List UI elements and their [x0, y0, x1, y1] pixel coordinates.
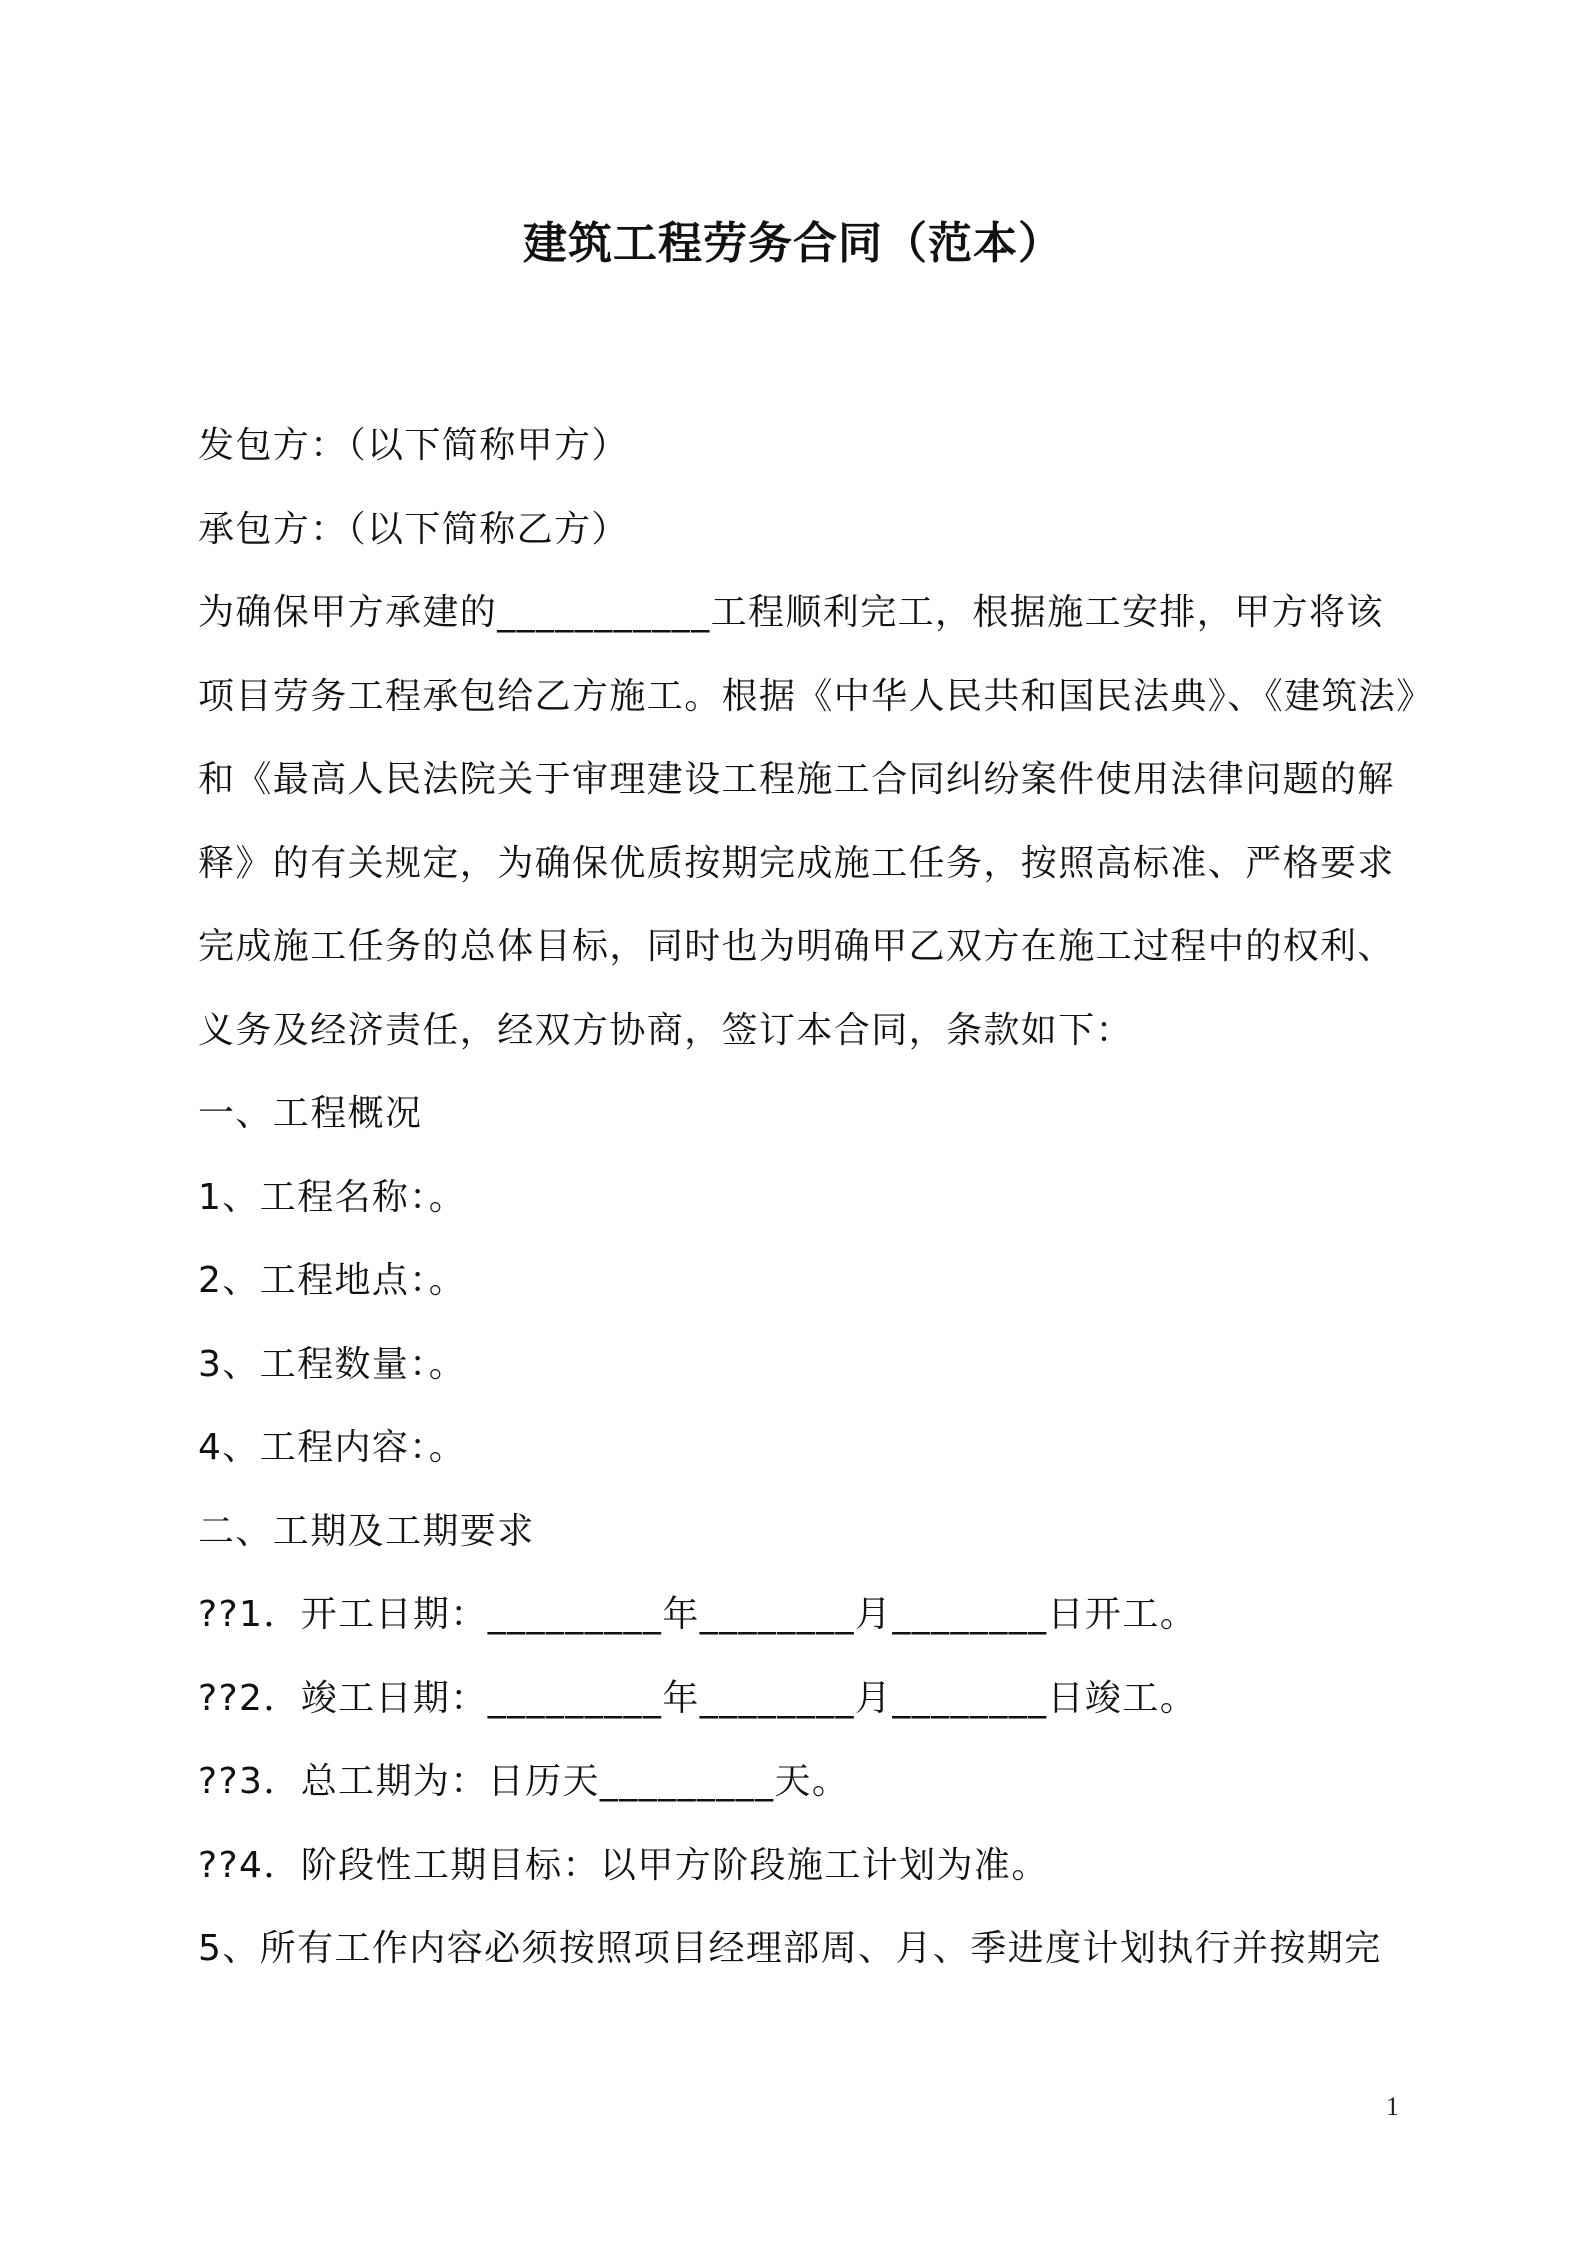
clause-project-quantity: 3、工程数量：。 — [198, 1343, 467, 1385]
clause-completion-date: ??2．竣工日期：_________年________月________日竣工。 — [198, 1677, 1198, 1719]
preamble-line: 释》的有关规定，为确保优质按期完成施工任务，按照高标准、严格要求 — [198, 842, 1395, 884]
clause-start-date: ??1．开工日期：_________年________月________日开工。 — [198, 1594, 1198, 1635]
clause-phase-goals: ??4．阶段性工期目标：以甲方阶段施工计划为准。 — [198, 1844, 1049, 1886]
section-heading-schedule: 二、工期及工期要求 — [198, 1510, 535, 1552]
preamble-line: 和《最高人民法院关于审理建设工程施工合同纠纷案件使用法律问题的解 — [198, 759, 1395, 800]
document-body — [198, 404, 1434, 1991]
preamble-line: 义务及经济责任，经双方协商，签订本合同，条款如下： — [198, 1009, 1134, 1051]
document-title: 建筑工程劳务合同（范本） — [523, 218, 1063, 269]
page-number: 1 — [1386, 2092, 1399, 2121]
clause-progress-plan: 5、所有工作内容必须按照项目经理部周、月、季进度计划执行并按期完 — [198, 1928, 1382, 1969]
clause-total-duration: ??3．总工期为：日历天_________天。 — [198, 1761, 850, 1802]
preamble-line: 完成施工任务的总体目标，同时也为明确甲乙双方在施工过程中的权利、 — [198, 926, 1395, 967]
clause-project-content: 4、工程内容：。 — [198, 1427, 467, 1468]
party-a-line: 发包方：（以下简称甲方） — [198, 425, 629, 466]
clause-project-location: 2、工程地点：。 — [198, 1260, 467, 1301]
party-b-line: 承包方：（以下简称乙方） — [198, 508, 629, 550]
preamble-line: 项目劳务工程承包给乙方施工。根据《中华人民共和国民法典》、《建筑法》 — [198, 675, 1434, 717]
preamble-line: 为确保甲方承建的___________工程顺利完工，根据施工安排，甲方将该 — [198, 592, 1384, 633]
section-heading-project-overview: 一、工程概况 — [198, 1093, 423, 1134]
clause-project-name: 1、工程名称：。 — [198, 1176, 467, 1218]
